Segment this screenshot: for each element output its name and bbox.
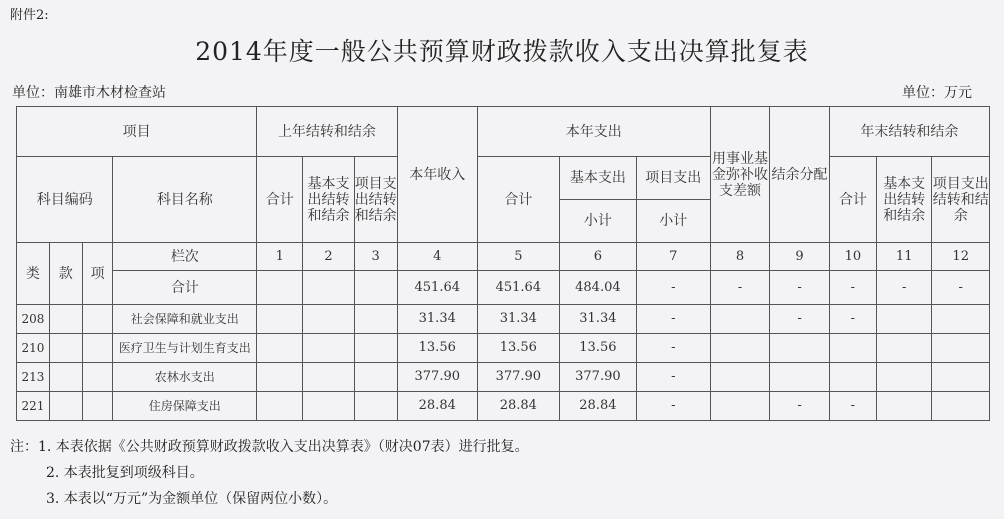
- total-row: [17, 271, 990, 305]
- header-income: 本年收入: [397, 107, 477, 243]
- row-surplus-allocation: -: [770, 305, 830, 334]
- total-basic-expense: 484.04: [559, 271, 636, 305]
- unit-org: 单位：南雄市木材检查站: [12, 85, 166, 101]
- row-project-expense: -: [636, 363, 710, 392]
- row-end-total: -: [829, 305, 876, 334]
- row-end-total: [829, 363, 876, 392]
- row-income: 28.84: [397, 392, 477, 421]
- row-surplus-allocation: [770, 363, 830, 392]
- header-prev-balance: 上年结转和结余: [257, 107, 398, 157]
- col-no-9: 9: [770, 243, 830, 271]
- row-basic-expense: 377.90: [559, 363, 636, 392]
- row-code: 213: [17, 363, 50, 392]
- row-end-total: -: [829, 392, 876, 421]
- attachment-label: 附件2:: [10, 8, 49, 23]
- header-subject-name: 科目名称: [113, 157, 257, 243]
- row-income: 377.90: [397, 363, 477, 392]
- header-end-basic: 基本支出结转和结余: [876, 157, 931, 243]
- total-label: 合计: [113, 271, 257, 305]
- row-code: 210: [17, 334, 50, 363]
- header-surplus-allocation: 结余分配: [770, 107, 830, 243]
- row-expense: 13.56: [477, 334, 559, 363]
- row-basic-expense: 13.56: [559, 334, 636, 363]
- header-item: 项目: [17, 107, 257, 157]
- row-income: 31.34: [397, 305, 477, 334]
- header-kuan: 款: [49, 243, 82, 305]
- row-project-expense: -: [636, 334, 710, 363]
- col-no-10: 10: [829, 243, 876, 271]
- header-end-total: 合计: [829, 157, 876, 243]
- total-project-expense: -: [636, 271, 710, 305]
- row-basic-expense: 31.34: [559, 305, 636, 334]
- note-2: 2. 本表批复到项级科目。: [46, 465, 204, 481]
- header-subject-code: 科目编码: [17, 157, 113, 243]
- header-prev-basic: 基本支出结转和结余: [303, 157, 354, 243]
- unit-currency: 单位：万元: [902, 85, 972, 101]
- col-no-8: 8: [710, 243, 770, 271]
- row-project-expense: -: [636, 392, 710, 421]
- total-end-project: -: [932, 271, 990, 305]
- total-end-total: -: [829, 271, 876, 305]
- header-basic-subtotal: 小计: [559, 200, 636, 243]
- header-expense-total: 合计: [477, 157, 559, 243]
- header-expense: 本年支出: [477, 107, 710, 157]
- col-no-3: 3: [354, 243, 397, 271]
- note-3: 3. 本表以“万元”为金额单位（保留两位小数）。: [46, 491, 338, 507]
- total-fund-compensation: -: [710, 271, 770, 305]
- total-surplus-allocation: -: [770, 271, 830, 305]
- total-income: 451.64: [397, 271, 477, 305]
- row-end-total: [829, 334, 876, 363]
- table-row: [17, 363, 990, 392]
- header-end-project: 项目支出结转和结余: [932, 157, 990, 243]
- row-name: 社会保障和就业支出: [113, 305, 257, 334]
- header-column-no: 栏次: [113, 243, 257, 271]
- col-no-7: 7: [636, 243, 710, 271]
- header-basic-expense: 基本支出: [559, 157, 636, 200]
- col-no-2: 2: [303, 243, 354, 271]
- header-fund-compensation: 用事业基金弥补收支差额: [710, 107, 770, 243]
- row-income: 13.56: [397, 334, 477, 363]
- table-row: [17, 392, 990, 421]
- notes: [10, 434, 529, 512]
- row-name: 农林水支出: [113, 363, 257, 392]
- row-name: 医疗卫生与计划生育支出: [113, 334, 257, 363]
- row-expense: 28.84: [477, 392, 559, 421]
- page-title: 2014年度一般公共预算财政拨款收入支出决算批复表: [195, 37, 809, 66]
- header-xiang: 项: [82, 243, 113, 305]
- header-project-expense: 项目支出: [636, 157, 710, 200]
- row-expense: 31.34: [477, 305, 559, 334]
- row-surplus-allocation: -: [770, 392, 830, 421]
- col-no-5: 5: [477, 243, 559, 271]
- col-no-11: 11: [876, 243, 931, 271]
- header-prev-project: 项目支出结转和结余: [354, 157, 397, 243]
- table-row: [17, 305, 990, 334]
- row-code: 221: [17, 392, 50, 421]
- table-row: [17, 334, 990, 363]
- approval-table: [16, 106, 990, 421]
- row-name: 住房保障支出: [113, 392, 257, 421]
- header-year-end: 年末结转和结余: [829, 107, 989, 157]
- header-project-subtotal: 小计: [636, 200, 710, 243]
- row-expense: 377.90: [477, 363, 559, 392]
- row-project-expense: -: [636, 305, 710, 334]
- row-code: 208: [17, 305, 50, 334]
- col-no-6: 6: [559, 243, 636, 271]
- row-basic-expense: 28.84: [559, 392, 636, 421]
- row-surplus-allocation: [770, 334, 830, 363]
- col-no-1: 1: [257, 243, 303, 271]
- header-prev-total: 合计: [257, 157, 303, 243]
- note-1: 注：1. 本表依据《公共财政预算财政拨款收入支出决算表》（财决07表）进行批复。: [10, 439, 529, 455]
- total-end-basic: -: [876, 271, 931, 305]
- col-no-4: 4: [397, 243, 477, 271]
- col-no-12: 12: [932, 243, 990, 271]
- total-expense: 451.64: [477, 271, 559, 305]
- header-lei: 类: [17, 243, 50, 305]
